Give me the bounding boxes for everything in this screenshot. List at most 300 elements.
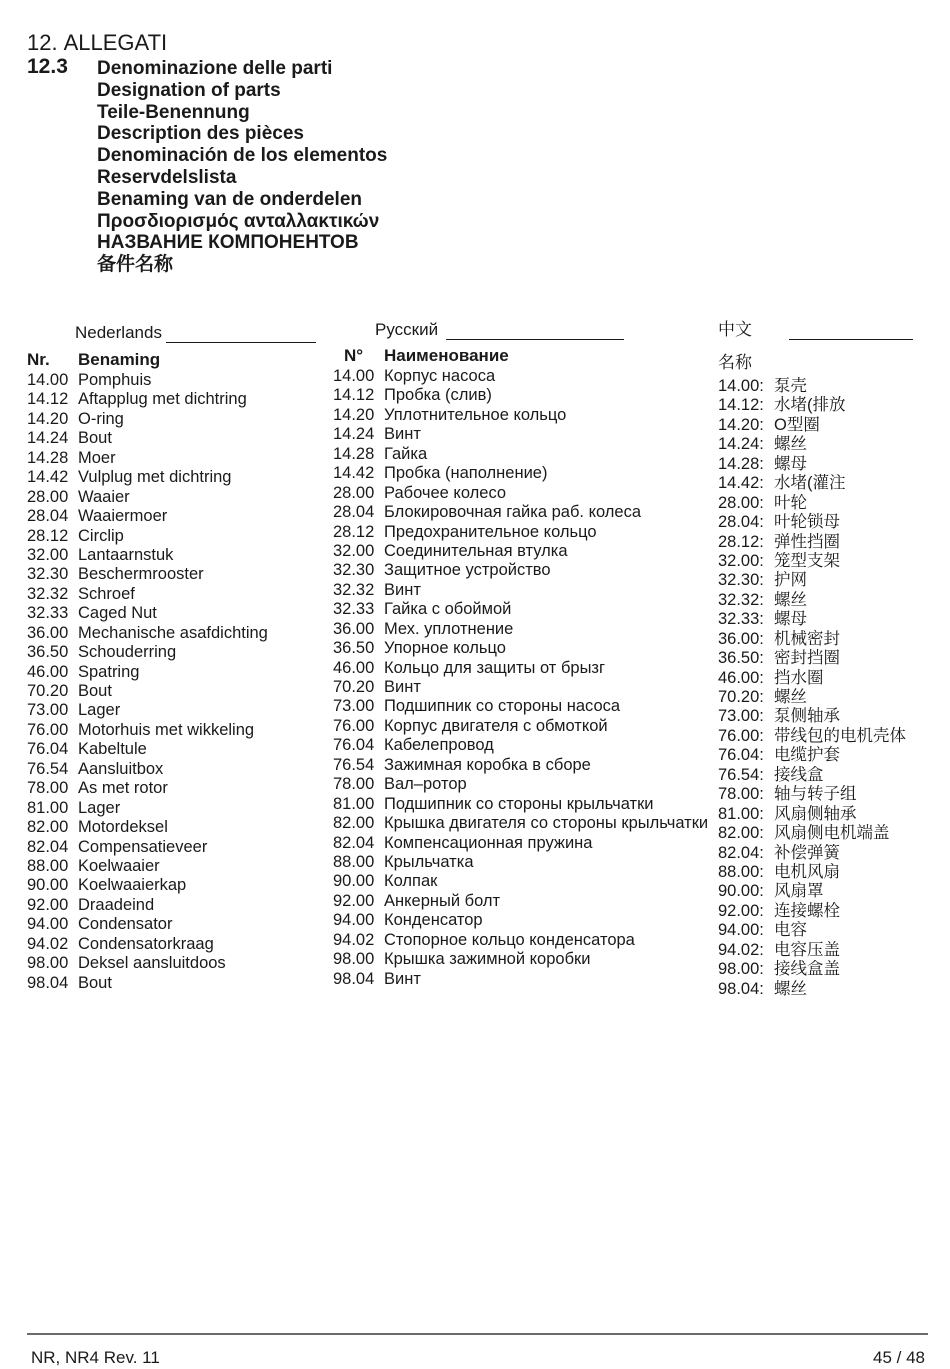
parts-list-item xyxy=(718,727,906,746)
part-number: 14.28 xyxy=(333,444,375,463)
parts-list-item xyxy=(333,872,708,891)
part-number: 73.00: xyxy=(718,707,764,726)
part-name: 风扇罩 xyxy=(774,882,824,901)
part-number: 98.00 xyxy=(333,950,375,969)
part-number: 98.00: xyxy=(718,960,764,979)
part-number: 32.32 xyxy=(27,584,69,603)
parts-list-item xyxy=(718,669,906,688)
parts-list-item xyxy=(27,663,268,682)
part-name: Крышка двигателя со стороны крыльчатки xyxy=(384,814,709,833)
parts-list-item xyxy=(27,468,268,487)
ru-subheader xyxy=(344,346,509,366)
subsection-number: 12.3 xyxy=(27,55,68,78)
designation-fr: Description des pièces xyxy=(97,123,304,145)
part-number: 82.00 xyxy=(333,814,375,833)
part-number: 36.00 xyxy=(27,623,69,642)
part-number: 81.00 xyxy=(333,794,375,813)
part-number: 82.04: xyxy=(718,843,764,862)
part-name: Подшипник со стороны насоса xyxy=(384,697,621,716)
parts-list-item xyxy=(333,892,708,911)
parts-list-item xyxy=(718,552,906,571)
parts-list-item xyxy=(333,678,708,697)
parts-list-item xyxy=(27,935,268,954)
parts-list-item xyxy=(718,533,906,552)
part-number: 94.02: xyxy=(718,940,764,959)
part-name: Aansluitbox xyxy=(78,759,164,778)
part-name: Bout xyxy=(78,973,112,992)
part-name: Колпак xyxy=(384,872,438,891)
parts-list-item xyxy=(333,717,708,736)
part-name: Lager xyxy=(78,798,121,817)
part-name: 水堵(灌注 xyxy=(774,474,846,493)
parts-list-item xyxy=(333,697,708,716)
parts-list-item xyxy=(718,474,906,493)
part-name: 机械密封 xyxy=(774,629,840,648)
part-number: 28.04 xyxy=(27,507,69,526)
part-number: 28.00 xyxy=(27,487,69,506)
part-name: 电容 xyxy=(774,921,807,940)
part-number: 36.50: xyxy=(718,649,764,668)
part-name: Зажимная коробка в сборе xyxy=(384,755,591,774)
part-number: 28.00 xyxy=(333,483,375,502)
part-number: 70.20: xyxy=(718,688,764,706)
nl-rows xyxy=(27,371,268,993)
ru-header-rule xyxy=(446,338,624,340)
nl-subheader xyxy=(27,350,160,370)
part-name: Пробка (наполнение) xyxy=(384,464,548,483)
designation-en: Designation of parts xyxy=(97,79,281,101)
parts-list-item xyxy=(27,429,268,448)
part-number: 14.24: xyxy=(718,435,764,454)
part-number: 14.20 xyxy=(333,405,375,424)
parts-list-item xyxy=(27,682,268,701)
footer-page-number: 45 / 48 xyxy=(873,1348,925,1367)
parts-list-item xyxy=(333,484,708,503)
zh-header-rule xyxy=(789,338,913,340)
part-name: 泵壳 xyxy=(774,377,807,395)
part-name: 轴与转子组 xyxy=(774,785,857,804)
part-name: Motordeksel xyxy=(78,818,168,837)
parts-list-item xyxy=(27,624,268,643)
parts-list-item xyxy=(718,960,906,979)
parts-list-item xyxy=(27,779,268,798)
part-name: 接线盒盖 xyxy=(774,960,840,979)
parts-list-item xyxy=(718,785,906,804)
part-number: 78.00: xyxy=(718,785,764,804)
part-name: Защитное устройство xyxy=(384,561,551,580)
part-number: 81.00: xyxy=(718,804,764,823)
part-name: Condensatorkraag xyxy=(78,934,214,953)
parts-list-item xyxy=(27,565,268,584)
part-number: 14.12 xyxy=(333,386,375,405)
part-name: Рабочее колесо xyxy=(384,483,507,502)
part-name: Waaier xyxy=(78,487,130,506)
part-number: 90.00 xyxy=(333,872,375,891)
part-name: Упорное кольцо xyxy=(384,639,506,658)
ru-column-header xyxy=(375,320,624,340)
designation-zh: 备件名称 xyxy=(97,254,174,276)
part-name: Блокировочная гайка раб. колеса xyxy=(384,503,642,522)
part-number: 14.12: xyxy=(718,396,764,415)
part-name: As met rotor xyxy=(78,779,168,798)
part-number: 92.00: xyxy=(718,901,764,920)
parts-list-item xyxy=(333,931,708,950)
part-name: Spatring xyxy=(78,662,140,681)
part-number: 82.00 xyxy=(27,818,69,837)
parts-list-item xyxy=(333,814,708,833)
parts-list-item xyxy=(333,600,708,619)
part-name: Mechanische asafdichting xyxy=(78,623,268,642)
parts-list-item xyxy=(718,377,906,396)
part-name: Lantaarnstuk xyxy=(78,545,174,564)
part-name: Крышка зажимной коробки xyxy=(384,950,591,969)
part-name: Vulplug met dichtring xyxy=(78,468,232,487)
parts-list-item xyxy=(718,591,906,610)
part-number: 28.04: xyxy=(718,513,764,532)
parts-list-item xyxy=(27,818,268,837)
part-name: 接线盒 xyxy=(774,765,824,784)
parts-list-item xyxy=(27,585,268,604)
parts-list-item xyxy=(718,494,906,513)
parts-list-item xyxy=(718,844,906,863)
part-number: 14.00: xyxy=(718,377,764,395)
part-name: Circlip xyxy=(78,526,124,545)
parts-list-item xyxy=(333,911,708,930)
parts-list-item xyxy=(718,630,906,649)
part-name: Lager xyxy=(78,701,121,720)
ru-rows xyxy=(333,367,708,989)
part-number: 46.00: xyxy=(718,668,764,687)
part-number: 81.00 xyxy=(27,798,69,817)
part-number: 94.02 xyxy=(333,930,375,949)
part-name: Caged Nut xyxy=(78,604,157,623)
part-number: 73.00 xyxy=(333,697,375,716)
parts-list-item xyxy=(27,527,268,546)
part-name: Уплотнительное кольцо xyxy=(384,405,567,424)
footer-doc-id: NR, NR4 Rev. 11 xyxy=(31,1348,160,1367)
designation-it: Denominazione delle parti xyxy=(97,58,333,79)
part-number: 46.00 xyxy=(333,658,375,677)
part-name: Bout xyxy=(78,682,112,700)
part-number: 32.00 xyxy=(333,541,375,560)
parts-list-item xyxy=(718,416,906,435)
parts-list-item xyxy=(27,371,268,390)
part-number: 98.00 xyxy=(27,954,69,973)
parts-list-item xyxy=(27,838,268,857)
part-name: Beschermrooster xyxy=(78,565,204,584)
part-number: 14.00 xyxy=(27,371,69,389)
part-name: 密封挡圈 xyxy=(774,649,840,668)
part-number: 76.54 xyxy=(333,755,375,774)
part-number: 28.00: xyxy=(718,493,764,512)
part-number: 32.33 xyxy=(333,600,375,619)
part-number: 88.00 xyxy=(27,856,69,875)
part-name: Кольцо для защиты от брызг xyxy=(384,658,606,677)
part-name: 带线包的电机壳体 xyxy=(774,726,906,745)
parts-list-item xyxy=(718,707,906,726)
part-name: Motorhuis met wikkeling xyxy=(78,720,255,739)
part-number: 90.00: xyxy=(718,882,764,901)
section-number: 12. xyxy=(27,30,58,55)
part-number: 36.00: xyxy=(718,629,764,648)
part-name: 风扇侧轴承 xyxy=(774,804,857,823)
parts-list-item xyxy=(718,805,906,824)
parts-list-item xyxy=(718,882,906,901)
part-number: 76.54 xyxy=(27,759,69,778)
part-name: Deksel aansluitdoos xyxy=(78,954,226,973)
part-name: 补偿弹簧 xyxy=(774,843,840,862)
parts-list-item xyxy=(718,980,906,999)
designation-de: Teile-Benennung xyxy=(97,101,250,123)
parts-list-item xyxy=(27,760,268,779)
parts-list-item xyxy=(333,542,708,561)
zh-subheader xyxy=(718,353,752,373)
part-name: 螺丝 xyxy=(774,688,807,706)
part-number: 70.20 xyxy=(333,678,375,696)
part-number: 76.00 xyxy=(27,720,69,739)
zh-col-name: 名称 xyxy=(718,353,752,372)
part-number: 14.28: xyxy=(718,454,764,473)
part-number: 32.32 xyxy=(333,580,375,599)
designation-es: Denominación de los elementos xyxy=(97,145,388,167)
parts-list-item xyxy=(27,740,268,759)
part-name: 风扇侧电机端盖 xyxy=(774,824,890,843)
part-number: 88.00 xyxy=(333,852,375,871)
part-number: 76.54: xyxy=(718,765,764,784)
part-name: 叶轮锁母 xyxy=(774,513,840,532)
part-name: Предохранительное кольцо xyxy=(384,522,597,541)
designation-el: Προσδιορισμός ανταλλακτικών xyxy=(97,210,380,232)
part-name: Корпус насоса xyxy=(384,367,496,385)
parts-list-item xyxy=(718,455,906,474)
part-name: Aftapplug met dichtring xyxy=(78,390,247,409)
part-number: 98.04: xyxy=(718,979,764,998)
part-name: Компенсационная пружина xyxy=(384,833,593,852)
part-number: 98.04 xyxy=(333,969,375,988)
part-name: Schroef xyxy=(78,584,135,603)
part-number: 14.24 xyxy=(27,429,69,448)
parts-list-item xyxy=(27,721,268,740)
part-number: 14.42 xyxy=(27,468,69,487)
part-number: 14.42: xyxy=(718,474,764,493)
parts-list-item xyxy=(27,915,268,934)
part-number: 82.00: xyxy=(718,824,764,843)
parts-list-item xyxy=(718,921,906,940)
ru-col-no: N° xyxy=(344,346,364,365)
part-name: Конденсатор xyxy=(384,911,483,930)
part-number: 94.02 xyxy=(27,934,69,953)
parts-list-item xyxy=(27,896,268,915)
designation-sv: Reservdelslista xyxy=(97,166,237,188)
part-name: Корпус двигателя с обмоткой xyxy=(384,716,608,735)
nl-header-rule xyxy=(166,341,316,343)
nl-language-label: Nederlands xyxy=(75,323,162,342)
parts-list-item xyxy=(718,941,906,960)
part-name: 叶轮 xyxy=(774,493,807,512)
parts-list-item xyxy=(718,688,906,707)
zh-rows xyxy=(718,377,906,999)
zh-column-header xyxy=(718,320,913,340)
parts-list-item xyxy=(27,488,268,507)
part-name: 电机风扇 xyxy=(774,862,840,881)
parts-list-item xyxy=(27,390,268,409)
parts-list-item xyxy=(333,775,708,794)
part-name: Schouderring xyxy=(78,643,177,662)
parts-list-item xyxy=(718,766,906,785)
parts-list-item xyxy=(333,386,708,405)
part-number: 76.04 xyxy=(333,736,375,755)
part-name: 螺丝 xyxy=(774,435,807,454)
parts-list-item xyxy=(333,561,708,580)
parts-list-item xyxy=(27,546,268,565)
parts-list-item xyxy=(718,610,906,629)
part-name: Анкерный болт xyxy=(384,891,501,910)
parts-list-item xyxy=(333,950,708,969)
part-name: 笼型支架 xyxy=(774,551,840,570)
part-name: 电容压盖 xyxy=(774,940,840,959)
nl-col-name: Benaming xyxy=(78,350,161,369)
parts-list-item xyxy=(718,649,906,668)
part-name: Винт xyxy=(384,678,421,696)
part-number: 28.04 xyxy=(333,503,375,522)
part-name: 护网 xyxy=(774,571,807,590)
parts-list-item xyxy=(27,507,268,526)
parts-list-item xyxy=(333,853,708,872)
part-name: Винт xyxy=(384,425,421,444)
parts-list-item xyxy=(333,834,708,853)
part-number: 90.00 xyxy=(27,876,69,895)
nl-column-header xyxy=(75,323,316,343)
parts-list-item xyxy=(718,396,906,415)
part-number: 82.04 xyxy=(27,837,69,856)
ru-language-label: Русский xyxy=(375,320,439,339)
designation-nl: Benaming van de onderdelen xyxy=(97,188,362,210)
zh-language-label: 中文 xyxy=(718,320,752,339)
parts-list-item xyxy=(718,863,906,882)
parts-list-item xyxy=(27,954,268,973)
parts-list-item xyxy=(333,523,708,542)
part-number: 32.00 xyxy=(27,545,69,564)
parts-list-item xyxy=(27,449,268,468)
parts-list-item xyxy=(333,581,708,600)
part-number: 76.00: xyxy=(718,726,764,745)
footer-rule xyxy=(27,1333,928,1335)
part-number: 46.00 xyxy=(27,662,69,681)
parts-list-item xyxy=(718,746,906,765)
part-number: 28.12: xyxy=(718,532,764,551)
part-number: 36.50 xyxy=(27,643,69,662)
part-name: 挡水圈 xyxy=(774,668,824,687)
parts-list-item xyxy=(333,970,708,989)
parts-list-item xyxy=(333,464,708,483)
part-name: Крыльчатка xyxy=(384,852,474,871)
parts-list-item xyxy=(333,659,708,678)
part-number: 82.04 xyxy=(333,833,375,852)
part-name: Bout xyxy=(78,429,112,448)
part-name: 电缆护套 xyxy=(774,746,840,765)
parts-list-item xyxy=(333,736,708,755)
parts-list-item xyxy=(333,756,708,775)
part-name: 螺母 xyxy=(774,454,807,473)
parts-list-item xyxy=(27,604,268,623)
parts-list-item xyxy=(333,367,708,386)
parts-list-item xyxy=(718,902,906,921)
part-name: O-ring xyxy=(78,409,124,428)
part-name: Draadeind xyxy=(78,895,155,914)
part-name: Condensator xyxy=(78,915,173,934)
part-number: 14.12 xyxy=(27,390,69,409)
part-number: 14.42 xyxy=(333,464,375,483)
section-title: ALLEGATI xyxy=(63,30,168,55)
part-name: O型圈 xyxy=(774,415,820,434)
part-number: 32.33 xyxy=(27,604,69,623)
nl-col-no: Nr. xyxy=(27,350,50,369)
part-number: 73.00 xyxy=(27,701,69,720)
part-number: 14.20: xyxy=(718,415,764,434)
part-number: 76.04: xyxy=(718,746,764,765)
part-number: 92.00 xyxy=(333,891,375,910)
part-number: 14.28 xyxy=(27,448,69,467)
part-name: 螺丝 xyxy=(774,979,807,998)
designation-list xyxy=(97,58,387,276)
part-number: 94.00 xyxy=(27,915,69,934)
parts-list-item xyxy=(333,795,708,814)
part-name: Вал–ротор xyxy=(384,775,467,794)
part-number: 88.00: xyxy=(718,862,764,881)
part-name: Пробка (слив) xyxy=(384,386,492,405)
part-number: 76.04 xyxy=(27,740,69,759)
part-name: Compensatieveer xyxy=(78,837,208,856)
part-name: Гайка с обоймой xyxy=(384,600,512,619)
part-name: 螺丝 xyxy=(774,590,807,609)
part-name: Винт xyxy=(384,580,421,599)
part-number: 14.00 xyxy=(333,367,375,385)
part-number: 14.24 xyxy=(333,425,375,444)
part-number: 28.12 xyxy=(27,526,69,545)
parts-list-item xyxy=(718,824,906,843)
parts-list-item xyxy=(718,513,906,532)
part-name: 泵侧轴承 xyxy=(774,707,840,726)
part-number: 94.00 xyxy=(333,911,375,930)
part-number: 32.00: xyxy=(718,551,764,570)
part-name: 弹性挡圈 xyxy=(774,532,840,551)
designation-ru: НАЗВАНИЕ КОМПОНЕНТОВ xyxy=(97,232,359,254)
part-name: Винт xyxy=(384,969,421,988)
parts-list-item xyxy=(333,620,708,639)
part-number: 14.20 xyxy=(27,409,69,428)
parts-list-item xyxy=(27,799,268,818)
parts-list-item xyxy=(27,857,268,876)
part-name: Соединительная втулка xyxy=(384,541,568,560)
part-name: 连接螺栓 xyxy=(774,901,840,920)
part-number: 36.50 xyxy=(333,639,375,658)
parts-list-item xyxy=(27,643,268,662)
parts-list-item xyxy=(27,974,268,993)
parts-list-item xyxy=(27,410,268,429)
part-name: 螺母 xyxy=(774,610,807,629)
part-number: 92.00 xyxy=(27,895,69,914)
part-number: 98.04 xyxy=(27,973,69,992)
part-number: 28.12 xyxy=(333,522,375,541)
part-number: 94.00: xyxy=(718,921,764,940)
part-number: 32.30: xyxy=(718,571,764,590)
parts-list-item xyxy=(333,425,708,444)
part-name: Кабелепровод xyxy=(384,736,494,755)
part-name: Мех. уплотнение xyxy=(384,619,514,638)
ru-col-name: Наименование xyxy=(384,346,509,365)
part-name: Kabeltule xyxy=(78,740,147,759)
part-number: 76.00 xyxy=(333,716,375,735)
